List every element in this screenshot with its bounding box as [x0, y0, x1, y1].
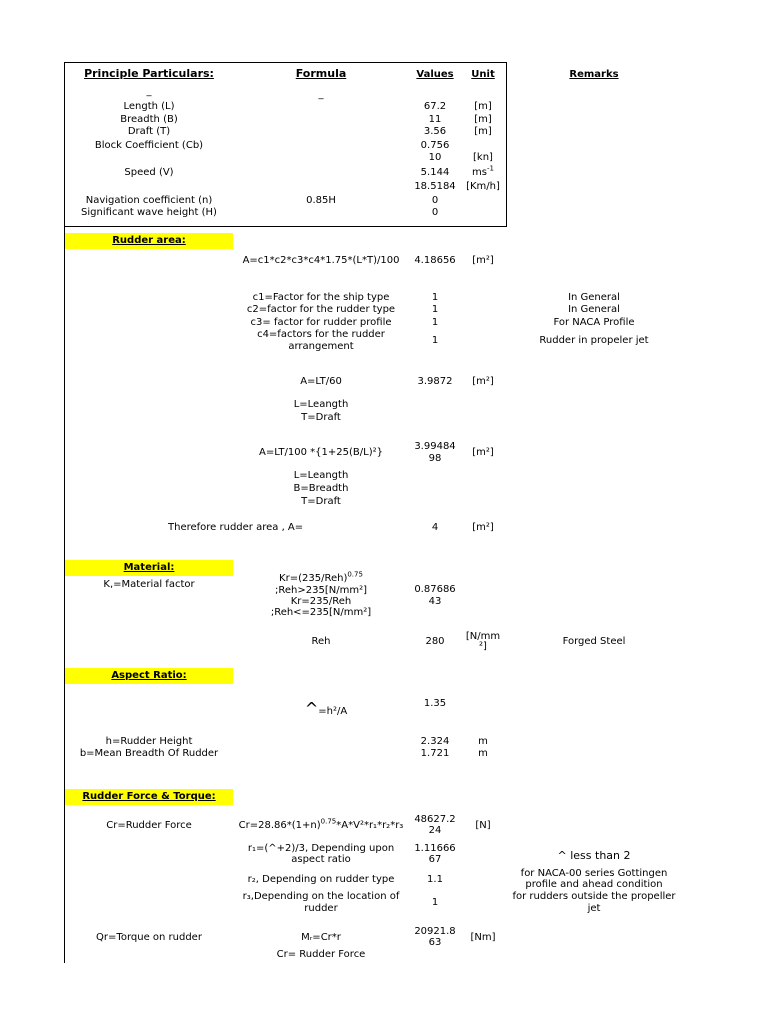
r1-text-cont: aspect ratio — [291, 854, 351, 865]
therefore-label: Therefore rudder area , A= — [168, 522, 304, 533]
dash-mark: _ — [318, 89, 324, 100]
r1-text: r₁=(^+2)/3, Depending upon — [247, 843, 395, 854]
particular-value: 5.144 — [420, 167, 450, 178]
r2-text: r₂, Depending on rudder type — [247, 874, 395, 885]
particular-value: 3.56 — [423, 126, 447, 137]
particular-label: Draft (T) — [127, 126, 171, 137]
header-remarks: Remarks — [569, 69, 619, 80]
factor-remark: For NACA Profile — [553, 317, 635, 328]
particular-value: 0.756 — [420, 140, 450, 151]
material-formula-alt-cond: ;Reh<=235[N/mm²] — [270, 607, 372, 618]
value-area-3-cont: 98 — [428, 453, 442, 464]
particular-label: Significant wave height (H) — [81, 207, 217, 218]
height-unit: m — [478, 736, 488, 747]
def-length: L=Leangth — [293, 470, 349, 481]
particular-unit: [m] — [474, 114, 492, 125]
section-aspect-ratio: Aspect Ratio: — [65, 668, 233, 684]
particular-unit: [m] — [474, 126, 492, 137]
reh-label: Reh — [311, 636, 331, 647]
unit-area-3: [m²] — [472, 447, 494, 458]
rudder-force-label: Cr=Rudder Force — [106, 820, 192, 831]
particular-label: Navigation coefficient (n) — [85, 195, 213, 206]
header-principle-particulars: Principle Particulars: — [84, 67, 214, 80]
material-formula-alt: Kr=235/Reh — [290, 596, 352, 607]
particular-label: Speed (V) — [124, 167, 174, 178]
factor-c1: c1=Factor for the ship type — [252, 292, 390, 303]
formula-area-2: A=LT/60 — [300, 376, 342, 387]
particular-value: 0 — [431, 195, 439, 206]
speed-unit-ms: $ms^{-1}$ — [472, 164, 494, 178]
particular-value: 0 — [431, 207, 439, 218]
particular-label: Breadth (B) — [120, 114, 178, 125]
material-factor-label: K,=Material factor — [103, 579, 195, 590]
factor-c4-cont: arrangement — [288, 341, 354, 352]
aspect-formula: ^=h²/A — [304, 699, 348, 718]
factor-value: 1 — [431, 335, 439, 346]
reh-unit: [N/mm — [465, 631, 501, 642]
breadth-value: 1.721 — [420, 748, 450, 759]
particular-value: 67.2 — [423, 101, 447, 112]
factor-remark: In General — [568, 292, 620, 303]
dash-mark: _ — [146, 86, 152, 97]
factor-value: 1 — [431, 317, 439, 328]
factor-remark: Rudder in propeler jet — [539, 335, 649, 346]
r2-value: 1.1 — [427, 874, 443, 885]
header-formula: Formula — [295, 67, 347, 80]
r2-remark-cont: profile and ahead condition — [525, 879, 663, 890]
r2-remark: for NACA-00 series Gottingen — [520, 868, 668, 879]
factor-c2: c2=factor for the rudder type — [246, 304, 396, 315]
r3-value: 1 — [431, 897, 439, 908]
def-draft: T=Draft — [301, 412, 341, 423]
unit-area-1: [m²] — [472, 255, 494, 266]
def-length: L=Leangth — [293, 399, 349, 410]
material-formula-cond: ;Reh>235[N/mm²] — [275, 585, 367, 596]
torque-unit: [Nm] — [470, 932, 496, 943]
def-draft: T=Draft — [301, 496, 341, 507]
r1-value-cont: 67 — [428, 854, 442, 865]
value-area-2: 3.9872 — [417, 376, 453, 387]
rudder-force-formula: $Cr=28.86*(1+n)^{0.75}*A*V^2*r_1*r_2*r_3$ — [238, 817, 404, 831]
value-area-3: 3.99484 — [414, 441, 456, 452]
header-values: Values — [416, 69, 454, 80]
torque-formula: Mᵣ=Cr*r — [301, 932, 341, 943]
factor-c3: c3= factor for rudder profile — [250, 317, 392, 328]
r3-text-cont: rudder — [304, 903, 338, 914]
section-rudder-area: Rudder area: — [65, 233, 233, 249]
particular-unit: [Km/h] — [466, 181, 500, 192]
material-formula: $Kr=(235/Reh)^{0.75}$ — [279, 570, 363, 584]
r3-remark-cont: jet — [587, 903, 601, 914]
torque-value: 20921.8 — [414, 926, 456, 937]
particular-unit: [kn] — [473, 152, 493, 163]
factor-remark: In General — [568, 304, 620, 315]
reh-value: 280 — [425, 636, 445, 647]
particular-value: 11 — [428, 114, 442, 125]
particular-label: Length (L) — [123, 101, 175, 112]
unit-area-2: [m²] — [472, 376, 494, 387]
reh-unit-cont: ²] — [479, 641, 487, 652]
r1-remark: ^ less than 2 — [557, 849, 631, 862]
caret-icon: ^ — [557, 849, 571, 862]
rudder-force-value: 48627.2 — [414, 814, 456, 825]
left-margin-line — [64, 225, 65, 963]
height-value: 2.324 — [420, 736, 450, 747]
def-breadth: B=Breadth — [293, 483, 349, 494]
cr-definition: Cr= Rudder Force — [276, 949, 366, 960]
value-area-1: 4.18656 — [414, 255, 456, 266]
section-rudder-force: Rudder Force & Torque: — [65, 789, 233, 805]
material-value: 0.87686 — [414, 584, 456, 595]
r3-remark: for rudders outside the propeller — [512, 891, 676, 902]
particular-value: 18.5184 — [414, 181, 456, 192]
particular-label: Block Coefficient (Cb) — [94, 140, 204, 151]
factor-value: 1 — [431, 304, 439, 315]
aspect-value: 1.35 — [423, 698, 447, 709]
r1-value: 1.11666 — [414, 843, 456, 854]
height-label: h=Rudder Height — [105, 736, 193, 747]
particular-value: 10 — [428, 152, 442, 163]
particular-unit: [m] — [474, 101, 492, 112]
lambda-caret-icon: ^ — [304, 699, 319, 718]
rudder-force-unit: [N] — [475, 820, 491, 831]
formula-area-1: A=c1*c2*c3*c4*1.75*(L*T)/100 — [242, 255, 400, 266]
breadth-unit: m — [478, 748, 488, 759]
header-unit: Unit — [471, 69, 495, 80]
factor-value: 1 — [431, 292, 439, 303]
reh-remark: Forged Steel — [562, 636, 626, 647]
r3-text: r₃,Depending on the location of — [242, 891, 400, 902]
factor-c4: c4=factors for the rudder — [257, 329, 385, 340]
torque-label: Qr=Torque on rudder — [96, 932, 202, 943]
formula-area-3: A=LT/100 *{1+25(B/L)²} — [259, 447, 383, 458]
torque-value-cont: 63 — [428, 937, 442, 948]
section-material: Material: — [65, 560, 233, 576]
material-value-cont: 43 — [428, 596, 442, 607]
particular-formula: 0.85H — [306, 195, 336, 206]
final-area-value: 4 — [431, 522, 439, 533]
rudder-force-value-cont: 24 — [428, 825, 442, 836]
breadth-label: b=Mean Breadth Of Rudder — [79, 748, 219, 759]
final-area-unit: [m²] — [472, 522, 494, 533]
